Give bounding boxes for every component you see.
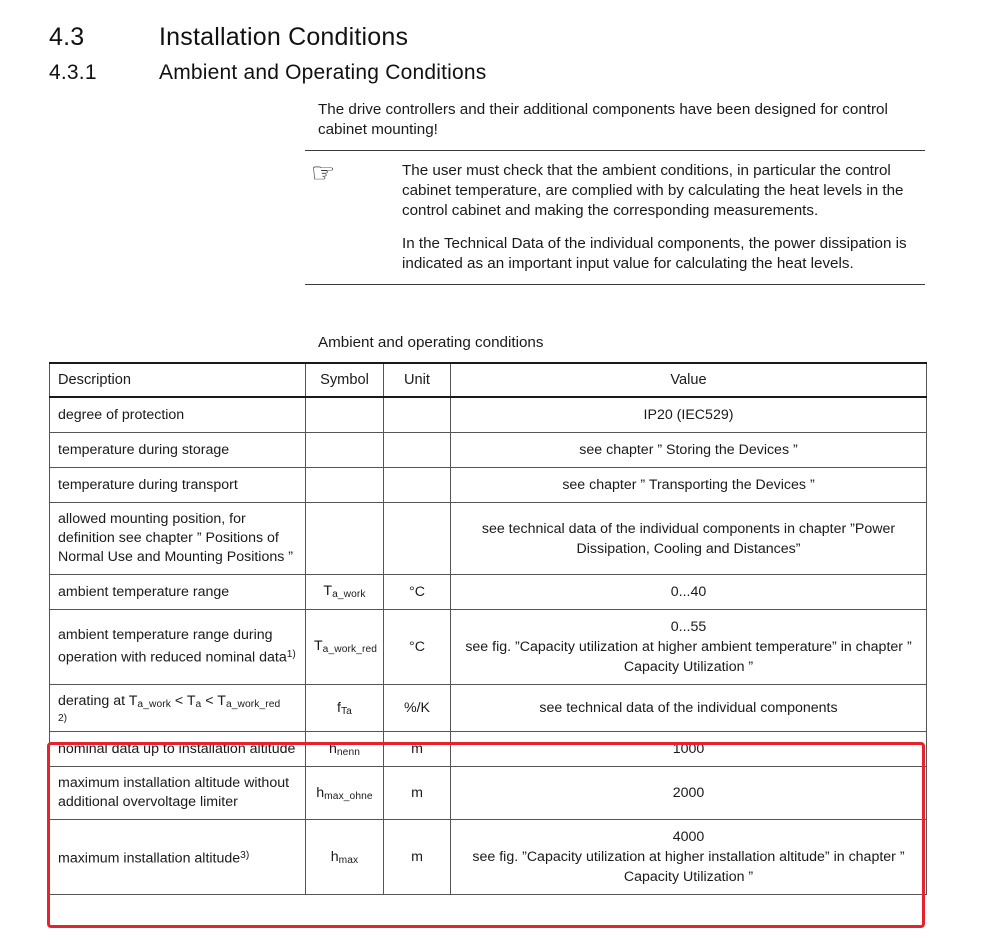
cell-unit: °C: [384, 575, 451, 610]
cell-description: ambient temperature range during operation with reduced nominal data$^{1)}$: [50, 610, 306, 685]
note-paragraph-2: In the Technical Data of the individual components, the power dissipation is indicated as an important input value for calculating the heat levels.: [402, 235, 907, 272]
value-primary: see chapter ” Transporting the Devices ”: [562, 477, 815, 493]
cell-symbol: $f_{Ta}$: [306, 685, 384, 732]
cell-value: [451, 397, 927, 433]
cell-description: ambient temperature range: [50, 575, 306, 610]
intro-paragraph: The drive controllers and their additional components have been designed for control cabinet mounting!: [318, 101, 888, 138]
note-body: [305, 151, 925, 284]
cell-value: [451, 732, 927, 767]
cell-unit: m: [384, 820, 451, 895]
cell-symbol: $h_{max}$: [306, 820, 384, 895]
cell-value: [451, 767, 927, 820]
cell-unit: [384, 397, 451, 433]
note-box: [305, 150, 925, 285]
cell-value: [451, 820, 927, 895]
pointing-hand-icon: ☞: [311, 158, 336, 188]
note-paragraph-1: The user must check that the ambient conditions, in particular the control cabinet temperature, are complied with by calculating the heat levels in the control cabinet and making the corresponding measurements.: [402, 162, 904, 219]
section-title: Installation Conditions: [159, 23, 409, 51]
cell-description: nominal data up to installation altitude: [50, 732, 306, 767]
column-header-unit: Unit: [384, 363, 451, 397]
table-row: [50, 610, 927, 685]
cell-unit: m: [384, 732, 451, 767]
cell-value: [451, 575, 927, 610]
cell-unit: °C: [384, 610, 451, 685]
value-primary: 0...55: [670, 619, 707, 635]
cell-description: allowed mounting position, for definition see chapter ” Positions of Normal Use and Mounting Positions ”: [50, 503, 306, 575]
value-secondary: see fig. ”Capacity utilization at higher installation altitude” in chapter ” Capacity Utilization ”: [472, 849, 905, 886]
cell-symbol: [306, 468, 384, 503]
note-bottom-rule: [305, 284, 925, 285]
cell-value: [451, 433, 927, 468]
cell-value: [451, 610, 927, 685]
value-primary: see technical data of the individual components: [539, 700, 838, 717]
table-row: [50, 767, 927, 820]
ambient-conditions-table-wrap: [49, 362, 926, 895]
cell-unit: m: [384, 767, 451, 820]
cell-description: degree of protection: [50, 397, 306, 433]
cell-description: derating at $T_{a\_work} < T_a < T_{a\_work\_red}$ 2): [50, 685, 306, 732]
column-header-symbol: Symbol: [306, 363, 384, 397]
section-heading: [49, 23, 929, 52]
cell-symbol: $T_{a\_work}$: [306, 575, 384, 610]
value-primary: 0...40: [670, 584, 707, 600]
cell-unit: [384, 503, 451, 575]
cell-description: temperature during storage: [50, 433, 306, 468]
value-primary: see chapter ” Storing the Devices ”: [579, 442, 798, 458]
value-primary: IP20 (IEC529): [643, 407, 734, 423]
cell-unit: [384, 433, 451, 468]
table-row: [50, 503, 927, 575]
cell-value: [451, 468, 927, 503]
cell-description: maximum installation altitude$^{3)}$: [50, 820, 306, 895]
cell-value: [451, 685, 927, 732]
note-text: [402, 161, 925, 276]
cell-description: maximum installation altitude without additional overvoltage limiter: [50, 767, 306, 820]
subsection-title: Ambient and Operating Conditions: [159, 61, 487, 84]
footnote-marker: 3): [240, 850, 250, 862]
cell-description: temperature during transport: [50, 468, 306, 503]
value-secondary: see fig. ”Capacity utilization at higher ambient temperature” in chapter ” Capacity Utilization ”: [465, 639, 912, 675]
section-number: 4.3: [49, 23, 85, 51]
table-row: [50, 685, 927, 732]
cell-symbol: $h_{max\_ohne}$: [306, 767, 384, 820]
subsection-heading: [49, 61, 929, 85]
cell-symbol: $T_{a\_work\_red}$: [306, 610, 384, 685]
table-row: [50, 468, 927, 503]
table-caption: Ambient and operating conditions: [318, 334, 544, 351]
table-row: [50, 732, 927, 767]
table-row: [50, 397, 927, 433]
column-header-value: Value: [451, 363, 927, 397]
table-body: [50, 397, 927, 895]
cell-symbol: [306, 433, 384, 468]
cell-unit: %/K: [384, 685, 451, 732]
table-row: [50, 575, 927, 610]
table-header-row: [50, 363, 927, 397]
value-primary: see technical data of the individual components in chapter ”Power Dissipation, Cooling and Distances”: [481, 520, 896, 557]
subsection-number: 4.3.1: [49, 61, 97, 84]
ambient-conditions-table: [49, 362, 927, 895]
cell-value: [451, 503, 927, 575]
cell-unit: [384, 468, 451, 503]
value-primary: 1000: [672, 741, 705, 758]
cell-symbol: $h_{nenn}$: [306, 732, 384, 767]
table-row: [50, 433, 927, 468]
value-primary: 4000: [672, 829, 705, 846]
column-header-description: Description: [50, 363, 306, 397]
cell-symbol: [306, 397, 384, 433]
footnote-marker: 2): [58, 713, 68, 725]
footnote-marker: 1): [286, 649, 296, 661]
table-row: [50, 820, 927, 895]
value-primary: 2000: [672, 785, 705, 802]
cell-symbol: [306, 503, 384, 575]
